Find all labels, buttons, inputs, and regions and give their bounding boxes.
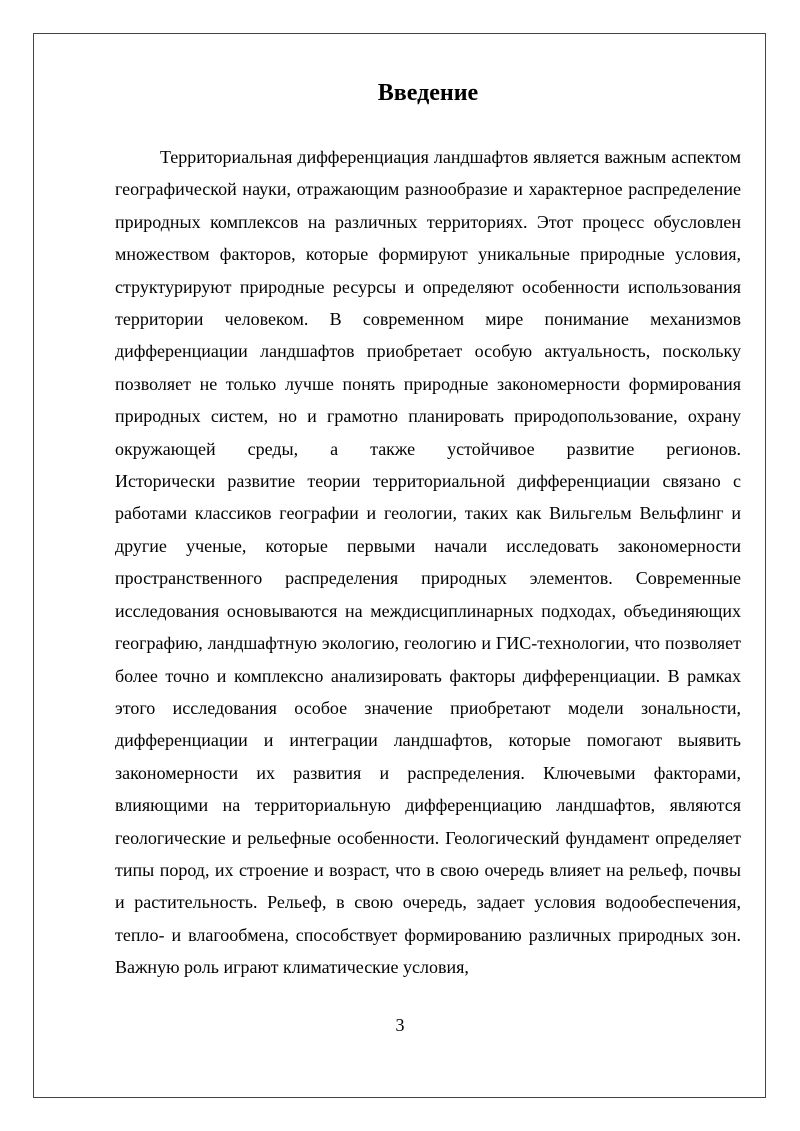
page-title: Введение xyxy=(377,80,479,106)
body-text xyxy=(115,141,741,984)
paragraph-intro: Территориальная дифференциация ландшафтов является важным аспектом географической науки, отражающим разнообразие и характерное распределение природных комплексов на различных территориях. Этот процесс обусловлен множеством факторов, которые формируют уникальные природные условия, структурируют природные ресурсы и определяют особенности использования территории человеком. В современном мире понимание механизмов дифференциации ландшафтов приобретает особую актуальность, поскольку позволяет не только лучше понять природные закономерности формирования природных систем, но и грамотно планировать природопользование, охрану окружающей среды, а также устойчивое развитие регионов. xyxy=(115,147,741,459)
page-number: 3 xyxy=(395,1015,405,1035)
page-content xyxy=(115,76,741,984)
paragraph-history: Исторически развитие теории территориальной дифференциации связано с работами классиков географии и геологии, таких как Вильгельм Вельфлинг и другие ученые, которые первыми начали исследовать закономерности пространственного распределения природных элементов. Современные исследования основываются на междисциплинарных подходах, объединяющих географию, ландшафтную экологию, геологию и ГИС-технологии, что позволяет более точно и комплексно анализировать факторы дифференциации. В рамках этого исследования особое значение приобретают модели зональности, дифференциации и интеграции ландшафтов, которые помогают выявить закономерности их развития и распределения. Ключевыми факторами, влияющими на территориальную дифференциацию ландшафтов, являются геологические и рельефные особенности. Геологический фундамент определяет типы пород, их строение и возраст, что в свою очередь влияет на рельеф, почвы и растительность. Рельеф, в свою очередь, задает условия водообеспечения, тепло- и влагообмена, способствует формированию различных природных зон. Важную роль играют климатические условия, xyxy=(115,471,741,978)
